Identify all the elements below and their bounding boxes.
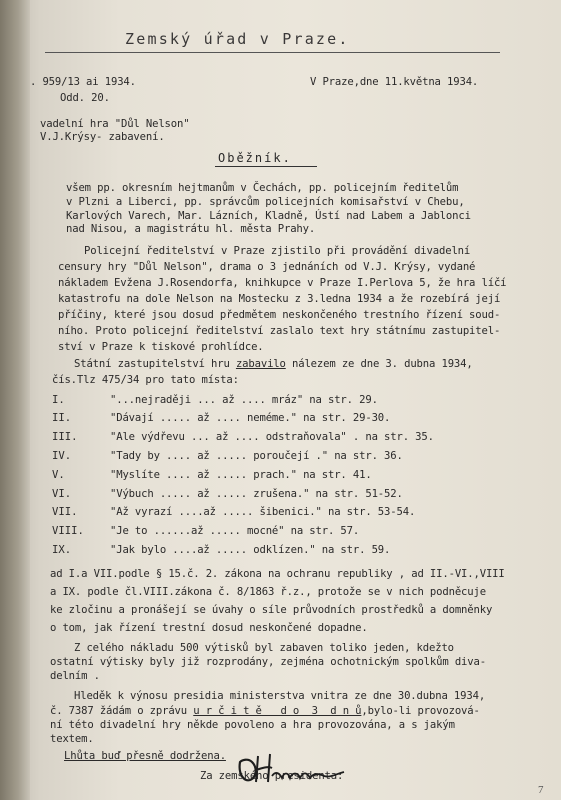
paragraph-line: příčiny, které jsou dosud předmětem neskončeného trestního řízení soud- — [58, 309, 501, 321]
list-number: VIII. — [52, 525, 84, 537]
text-run: Státní zastupitelství hru — [74, 358, 236, 370]
list-number: VII. — [52, 506, 78, 518]
paragraph-line: textem. — [50, 733, 94, 745]
list-item: "Myslíte .... až ..... prach." na str. 41. — [110, 469, 372, 481]
deadline-note: Lhůta buď přesně dodržena. — [64, 750, 226, 762]
list-number: III. — [52, 431, 78, 443]
list-item: "Ale výdřevu ... až .... odstraňovala" . na str. 35. — [110, 431, 434, 443]
address-line: nad Nisou, a magistrátu hl. města Prahy. — [66, 223, 316, 235]
text-run: nálezem ze dne 3. dubna 1934, — [285, 358, 473, 370]
handwritten-signature — [236, 752, 346, 786]
department: Odd. 20. — [60, 92, 110, 104]
paragraph-line: nákladem Evžena J.Rosendorfa, knihkupce v Praze I.Perlova 5, že hra líčí — [58, 277, 507, 289]
paragraph-line: censury hry "Důl Nelson", drama o 3 jednáních od V.J. Krýsy, vydané — [58, 261, 476, 273]
office-header: Zemský úřad v Praze. — [125, 30, 350, 48]
list-number: IV. — [52, 450, 72, 462]
list-number: V. — [52, 469, 65, 481]
paragraph-line: o tom, jak řízení trestní dosud neskončené dopadne. — [50, 622, 368, 634]
paragraph-line: ke zločinu a pronášejí se úvahy o síle průvodních prostředků a domněnky — [50, 604, 493, 616]
document-title: Oběžník. — [218, 151, 292, 165]
reference-number: . 959/13 ai 1934. — [30, 76, 136, 88]
underlined-word: zabavilo — [235, 358, 286, 370]
list-item: "Výbuch ..... až ..... zrušena." na str. 51-52. — [110, 488, 403, 500]
text-run: ,bylo-li provozová- — [361, 705, 480, 717]
paragraph-line: ství v Praze k tiskové prohlídce. — [58, 341, 264, 353]
paragraph-line: Hleděk k výnosu presidia ministerstva vnitra ze dne 30.dubna 1934, — [74, 690, 486, 702]
address-line: v Plzni a Liberci, pp. správcům policejních komisařství v Chebu, — [66, 196, 465, 208]
paragraph-line — [74, 358, 473, 370]
list-item: "...nejraději ... až .... mráz" na str. 29. — [110, 394, 378, 406]
closing-line: Za zemského presidenta: — [200, 770, 344, 782]
paragraph-line — [50, 705, 480, 717]
text-run: č. 7387 žádám o zprávu — [50, 705, 194, 717]
list-number: IX. — [52, 544, 72, 556]
list-item: "Jak bylo ....až ..... odklízen." na str. 59. — [110, 544, 391, 556]
header-rule — [45, 52, 500, 53]
page-number: 7 — [538, 784, 544, 796]
list-number: VI. — [52, 488, 72, 500]
list-item: "Dávají ..... až .... neméme." na str. 29-30. — [110, 412, 391, 424]
paragraph-line: delním . — [50, 670, 100, 682]
paragraph-line: Policejní ředitelství v Praze zjistilo při provádění divadelní — [84, 245, 471, 257]
subject-line-1: vadelní hra "Důl Nelson" — [40, 118, 190, 130]
paragraph-line: ní této divadelní hry někde povoleno a hra provozována, a s jakým — [50, 719, 455, 731]
paragraph-line: ostatní výtisky byly již rozprodány, zejména ochotnickým spolkům diva- — [50, 656, 486, 668]
paragraph-line: Z celého nákladu 500 výtisků byl zabaven toliko jeden, kdežto — [74, 642, 454, 654]
binding-shadow — [0, 0, 30, 800]
list-item: "Je to ......až ..... mocné" na str. 57. — [110, 525, 360, 537]
list-item: "Až vyrazí ....až ..... šibenici." na str. 53-54. — [110, 506, 416, 518]
address-line: všem pp. okresním hejtmanům v Čechách, pp. policejním ředitelům — [66, 182, 459, 194]
address-line: Karlových Varech, Mar. Lázních, Kladně, Ústí nad Labem a Jablonci — [66, 210, 471, 222]
list-number: II. — [52, 412, 72, 424]
place-date: V Praze,dne 11.května 1934. — [310, 76, 479, 88]
paragraph-line: katastrofu na dole Nelson na Mostecku z 3.ledna 1934 a že rozebírá její — [58, 293, 501, 305]
paragraph-line: ního. Proto policejní ředitelství zaslalo text hry státnímu zastupitel- — [58, 325, 501, 337]
title-underline — [215, 166, 317, 167]
subject-line-2: V.J.Krýsy- zabavení. — [40, 131, 165, 143]
paragraph-line: ad I.a VII.podle § 15.č. 2. zákona na ochranu republiky , ad II.-VI.,VIII — [50, 568, 505, 580]
paragraph-line: čís.Tlz 475/34 pro tato místa: — [52, 374, 239, 386]
list-number: I. — [52, 394, 65, 406]
underlined-phrase: u r č i t ě d o 3 d n ů — [193, 705, 362, 717]
list-item: "Tady by .... až ..... poroučejí ." na str. 36. — [110, 450, 403, 462]
paragraph-line: a IX. podle čl.VIII.zákona č. 8/1863 ř.z., protože se v nich podněcuje — [50, 586, 486, 598]
